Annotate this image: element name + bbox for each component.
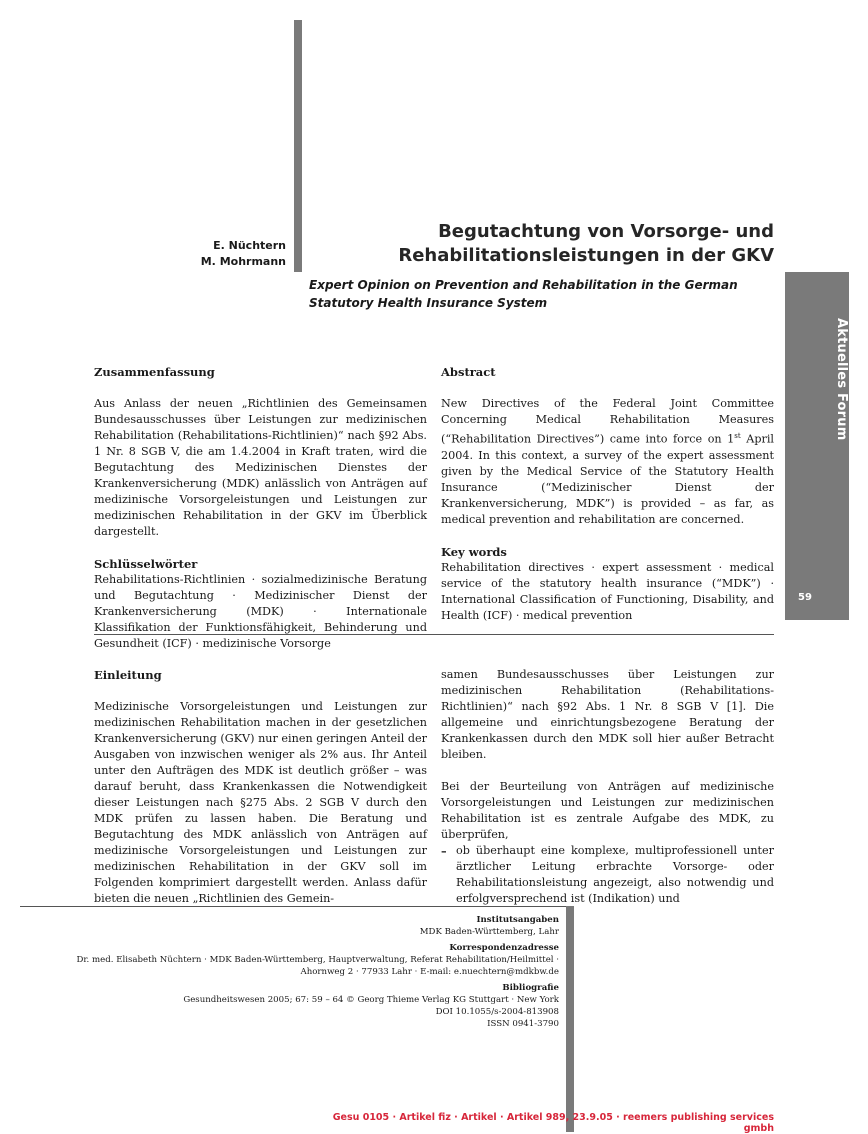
indication-list bbox=[441, 843, 774, 907]
abstract-text bbox=[441, 396, 774, 528]
abstract-text-part: New Directives of the Federal Joint Committee Concerning Medical Rehabilitation Measures (“Rehabilitation Directives”) came into force on 1 bbox=[441, 397, 774, 446]
korrespondenz-text: Ahornweg 2 · 77933 Lahr · E-mail: e.nuechtern@mdkbw.de bbox=[300, 967, 559, 977]
zusammenfassung-heading: Zusammenfassung bbox=[94, 365, 215, 379]
header-accent-bar bbox=[294, 20, 302, 272]
keywords-heading: Key words bbox=[441, 544, 507, 559]
korrespondenz-heading: Korrespondenzadresse bbox=[449, 943, 559, 953]
schluesselwoerter-heading: Schlüsselwörter bbox=[94, 557, 198, 571]
list-item: – ob überhaupt eine komplexe, multiprofessionell unter ärztlicher Leitung erbrachte Vorsorge- oder Rehabilitationsleistung angezeigt, also notwendig und erfolgversprechend ist (Indikation) und bbox=[441, 843, 774, 907]
korrespondenz-text: Dr. med. Elisabeth Nüchtern · MDK Baden-Württemberg, Hauptverwaltung, Referat Rehabilitation/Heilmittel · bbox=[76, 955, 559, 965]
body-left-column bbox=[94, 667, 427, 907]
authors bbox=[160, 238, 286, 270]
abstract-heading: Abstract bbox=[441, 365, 496, 379]
institut-text: MDK Baden-Württemberg, Lahr bbox=[419, 927, 559, 937]
article-subtitle: Expert Opinion on Prevention and Rehabilitation in the German Statutory Health Insurance System bbox=[309, 278, 738, 310]
page-number: 59 bbox=[798, 592, 812, 603]
title-line: Rehabilitationsleistungen in der GKV bbox=[398, 245, 774, 266]
german-summary-column bbox=[94, 364, 427, 652]
body-right-column bbox=[441, 667, 774, 907]
publisher-line: Gesu 0105 · Artikel fiz · Artikel · Artikel 989, 23.9.05 · reemers publishing services gmbh bbox=[332, 1112, 774, 1134]
article-title bbox=[310, 220, 774, 268]
footer-divider bbox=[20, 906, 566, 907]
english-abstract-column bbox=[441, 364, 774, 624]
doi-text: DOI 10.1055/s-2004-813908 bbox=[435, 1007, 559, 1017]
footer-info bbox=[60, 914, 559, 1030]
issn-text: ISSN 0941-3790 bbox=[487, 1019, 559, 1029]
body-paragraph: Bei der Beurteilung von Anträgen auf medizinische Vorsorgeleistungen und Leistungen zur medizinischen Rehabilitation ist es zentrale Aufgabe des MDK, zu überprüfen, bbox=[441, 780, 774, 841]
einleitung-heading: Einleitung bbox=[94, 668, 162, 682]
footer-accent-bar bbox=[566, 906, 574, 1132]
zusammenfassung-text: Aus Anlass der neuen „Richtlinien des Gemeinsamen Bundesausschusses über Leistungen zur medizinischen Rehabilitation (Rehabilitations-Richtlinien)“ nach §92 Abs. 1 Nr. 8 SGB V, die am 1.4.2004 in Kraft traten, wird die Begutachtung des Medizinischen Dienstes der Krankenversicherung (MDK) anlässlich von Anträgen auf medizinische Vorsorgeleistungen und Leistungen zur medizinischen Rehabilitation in der GKV im Überblick dargestellt. bbox=[94, 397, 427, 538]
keywords-text: Rehabilitation directives · expert assessment · medical service of the statutory health insurance (“MDK”) · International Classification of Functioning, Disability, and Health (ICF) · medical prevention bbox=[441, 560, 774, 622]
einleitung-text: Medizinische Vorsorgeleistungen und Leistungen zur medizinischen Rehabilitation machen in der gesetzlichen Krankenversicherung (GKV) nur einen geringen Anteil der Ausgaben von inzwischen weniger als 2% aus. Ihr Anteil unter den Aufträgen des MDK ist deutlich größer – was darauf beruht, dass Krankenkassen die Notwendigkeit dieser Leistungen nach §275 Abs. 2 SGB V durch den MDK prüfen zu lassen haben. Die Beratung und Begutachtung des MDK anlässlich von Anträgen auf medizinische Vorsorgeleistungen und Leistungen zur medizinischen Rehabilitation in der GKV soll im Folgenden komprimiert dargestellt werden. Anlass dafür bieten die neuen „Richtlinien des Gemein- bbox=[94, 700, 427, 905]
abstract-text-part: April 2004. In this context, a survey of the expert assessment given by the Medical Service of the Statutory Health Insurance (“Medizinischer Dienst der Krankenversicherung, MDK”) is provided – as far, as medical prevention and rehabilitation are concerned. bbox=[441, 432, 774, 526]
title-line: Begutachtung von Vorsorge- und bbox=[438, 221, 774, 242]
institut-heading: Institutsangaben bbox=[476, 915, 559, 925]
bibliografie-text: Gesundheitswesen 2005; 67: 59 – 64 © Georg Thieme Verlag KG Stuttgart · New York bbox=[183, 995, 559, 1005]
abstract-sup: st bbox=[734, 432, 741, 440]
author-name: E. Nüchtern bbox=[213, 239, 286, 252]
section-divider bbox=[94, 634, 774, 635]
body-paragraph: samen Bundesausschusses über Leistungen zur medizinischen Rehabilitation (Rehabilitations-Richtlinien)“ nach §92 Abs. 1 Nr. 8 SGB V [1]. Die allgemeine und einrichtungsbezogene Beratung der Krankenkassen durch den MDK soll hier außer Betracht bleiben. bbox=[441, 668, 774, 761]
bibliografie-heading: Bibliografie bbox=[502, 983, 559, 993]
section-side-tab bbox=[785, 272, 849, 620]
schluesselwoerter-text: Rehabilitations-Richtlinien · sozialmedizinische Beratung und Begutachtung · Medizinischer Dienst der Krankenversicherung (MDK) · Internationale Klassifikation der Funktionsfähigkeit, Behinderung und Gesundheit (ICF) · medizinische Vorsorge bbox=[94, 573, 427, 650]
section-label: Aktuelles Forum bbox=[834, 317, 849, 441]
author-name: M. Mohrmann bbox=[200, 255, 286, 268]
